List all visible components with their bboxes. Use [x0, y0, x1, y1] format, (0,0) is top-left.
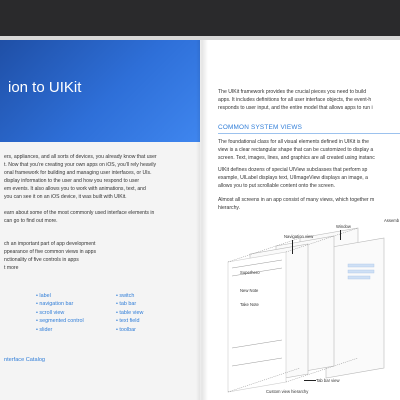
phone-item: Take Note — [240, 302, 259, 307]
intro-paragraph — [4, 153, 198, 201]
control-link[interactable]: • scroll view — [36, 309, 84, 317]
paragraph-uiview — [218, 138, 400, 162]
para-line: The foundational class for all visual elements defined in UIKit is the — [218, 139, 369, 145]
control-link[interactable]: • label — [36, 292, 84, 300]
para-line: Almost all screens in an app consist of many views, which together m — [218, 197, 375, 203]
chapter-title: ion to UIKit — [8, 79, 82, 96]
intro-line: display information to the user and how you respond to user — [4, 178, 140, 184]
learn-line: can go to find out more. — [4, 218, 58, 224]
custom-view-hierarchy-label: Custom view hierarchy — [266, 389, 309, 394]
paragraph-hierarchy — [218, 196, 400, 212]
control-link[interactable]: • slider — [36, 326, 84, 334]
rp-intro-line — [218, 88, 400, 96]
phone-title: Superhero — [240, 270, 260, 275]
para-line: view is a clear rectangular shape that can be customized to display a — [218, 147, 374, 153]
tab-bar-view-label: Tab bar view — [316, 378, 340, 383]
rp-intro-line: responds to user input, and the entire model that allows apps to run i — [218, 105, 373, 111]
control-link[interactable]: • toolbar — [116, 326, 143, 334]
para-line: screen. Text, images, lines, and graphics are all created using instanc — [218, 155, 375, 161]
intro-line: onal framework for building and managing user interfaces, or UIs. — [4, 170, 152, 176]
assembled-label: Assemb — [384, 218, 400, 223]
top-dark-band — [0, 0, 400, 36]
control-link[interactable]: • text field — [116, 317, 143, 325]
intro-line: t. Now that you’re creating your own apps on iOS, you’ll rely heavily — [4, 162, 157, 168]
window-leader — [340, 230, 341, 240]
para-line: UIKit defines dozens of special UIView subclasses that perform sp — [218, 167, 368, 173]
intro-line: em events. It also allows you to work with animations, text, and — [4, 186, 146, 192]
para-line: allows you to put scrollable content onto the screen. — [218, 183, 335, 189]
view-hierarchy-diagram — [208, 218, 400, 396]
control-link[interactable]: • switch — [116, 292, 143, 300]
control-link[interactable]: • table view — [116, 309, 143, 317]
tab-bar-view-leader — [304, 380, 316, 381]
goal-item: ch an important part of app development — [4, 241, 96, 247]
window-label: Window — [336, 224, 351, 229]
control-link[interactable]: • segmented control — [36, 317, 84, 325]
goal-item: ppearance of five common views in apps — [4, 249, 97, 255]
navigation-view-leader — [292, 240, 293, 254]
navigation-view-label: Navigation view — [284, 234, 314, 239]
learn-line: earn about some of the most commonly used interface elements in — [4, 210, 155, 216]
interface-catalog-link[interactable]: nterface Catalog — [4, 357, 46, 363]
framework-intro-paragraph — [218, 88, 400, 112]
goal-item: t more — [4, 265, 19, 271]
goal-item: nctionality of five controls in apps — [4, 257, 79, 263]
learn-paragraph — [4, 209, 198, 225]
controls-list-col2 — [116, 292, 143, 334]
rp-intro-text: The UIKit framework provides the crucial pieces you need to build — [218, 89, 367, 95]
section-divider — [218, 133, 400, 134]
layer-assembled — [326, 238, 384, 378]
control-link[interactable]: • tab bar — [116, 300, 143, 308]
book-spine-shadow — [196, 40, 208, 400]
learning-goals-list — [4, 240, 198, 272]
section-heading: COMMON SYSTEM VIEWS — [218, 124, 303, 131]
intro-line: ers, appliances, and all sorts of devices, you already know that user — [4, 154, 157, 160]
rp-intro-line: apps. It includes definitions for all user interface objects, the event-h — [218, 97, 372, 103]
phone-item: New Note — [240, 288, 259, 293]
controls-list-col1 — [36, 292, 84, 334]
intro-line: you can see it on an iOS device, it was built with UIKit. — [4, 194, 127, 200]
paragraph-subclasses — [218, 166, 400, 190]
para-line: example, UILabel displays text, UIImageView displays an image, a — [218, 175, 368, 181]
control-link[interactable]: • navigation bar — [36, 300, 84, 308]
exploded-view-illustration — [208, 218, 400, 396]
para-line: hierarchy. — [218, 205, 240, 211]
